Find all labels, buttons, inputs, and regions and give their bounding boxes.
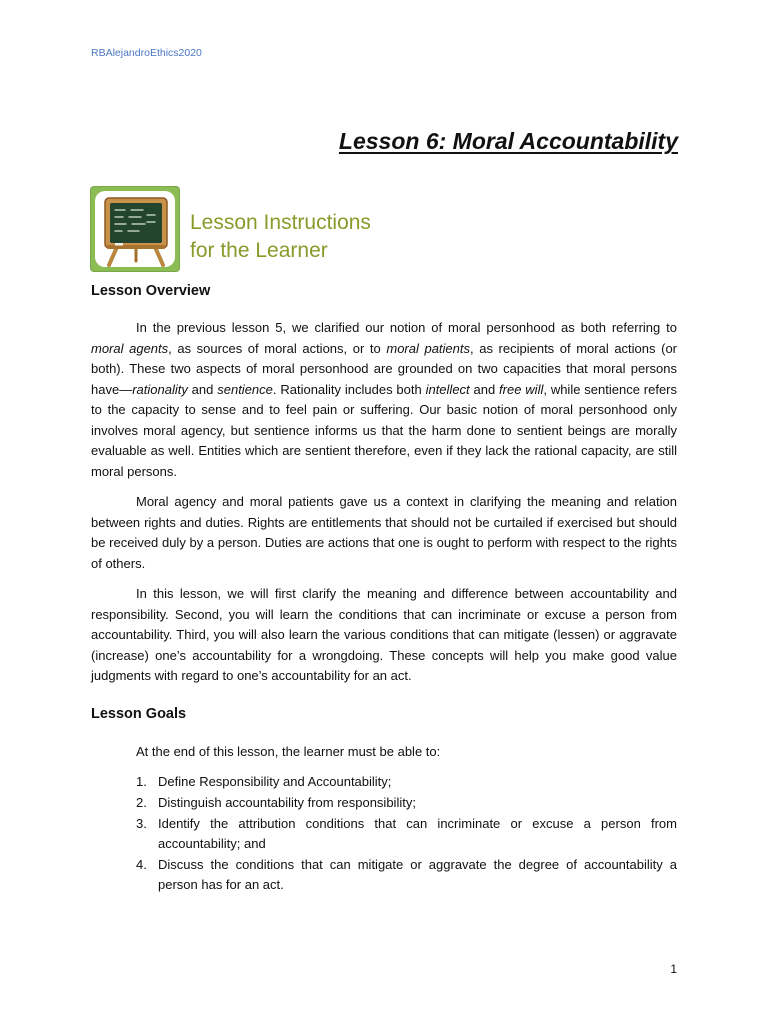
list-item: 4. Discuss the conditions that can mitigate or aggravate the degree of accountability a person has for an act. bbox=[136, 857, 677, 892]
page-number: 1 bbox=[670, 962, 677, 976]
instructions-line-2: for the Learner bbox=[190, 239, 328, 262]
list-item: 3. Identify the attribution conditions that can incriminate or excuse a person from accountability; and bbox=[136, 816, 677, 851]
overview-paragraph-2: Moral agency and moral patients gave us a context in clarifying the meaning and relation between rights and duties. Rights are entitlements that should not be curtailed if exercised but should be received duly by a person. Duties are actions that one is ought to perform with respect to the rights of others. bbox=[91, 494, 677, 571]
overview-paragraph-1: In the previous lesson 5, we clarified our notion of moral personhood as both referring to moral agents, as sources of moral actions, or to moral patients, as recipients of moral actions (or both). These two aspects of moral personhood are grounded on two capacities that moral persons have—rationality and sentience. Rationality includes both intellect and free will, while sentience refers to the capacity to sense and to feel pain or suffering. Our basic notion of moral personhood only involves moral agency, but sentience informs us that the harm done to sentient beings are morally evaluable as well. Entities which are sentient therefore, even if they lack the rational capacity, are still moral persons. bbox=[91, 320, 678, 479]
list-item: 2. Distinguish accountability from responsibility; bbox=[136, 795, 416, 810]
chalkboard-icon bbox=[95, 191, 177, 269]
overview-heading: Lesson Overview bbox=[91, 283, 211, 299]
lesson-instructions-icon-box bbox=[90, 186, 180, 272]
goals-intro: At the end of this lesson, the learner must be able to: bbox=[136, 744, 441, 759]
document-header: RBAlejandroEthics2020 bbox=[91, 47, 202, 59]
overview-paragraph-3: In this lesson, we will first clarify the meaning and difference between accountability and responsibility. Second, you will learn the conditions that can incriminate or excuse a person from accountability. Third, you will also learn the various conditions that can mitigate (lessen) or aggravate (increase) one’s accountability for a wrongdoing. These concepts will help you make good value judgments with regard to one’s accountability for an act. bbox=[91, 586, 677, 683]
goals-list bbox=[136, 772, 677, 896]
list-item: 1. Define Responsibility and Accountability; bbox=[136, 774, 392, 789]
lesson-instructions-heading bbox=[190, 209, 371, 265]
instructions-line-1: Lesson Instructions bbox=[190, 211, 371, 234]
lesson-title: Lesson 6: Moral Accountability bbox=[338, 128, 678, 154]
goals-heading: Lesson Goals bbox=[91, 706, 187, 722]
